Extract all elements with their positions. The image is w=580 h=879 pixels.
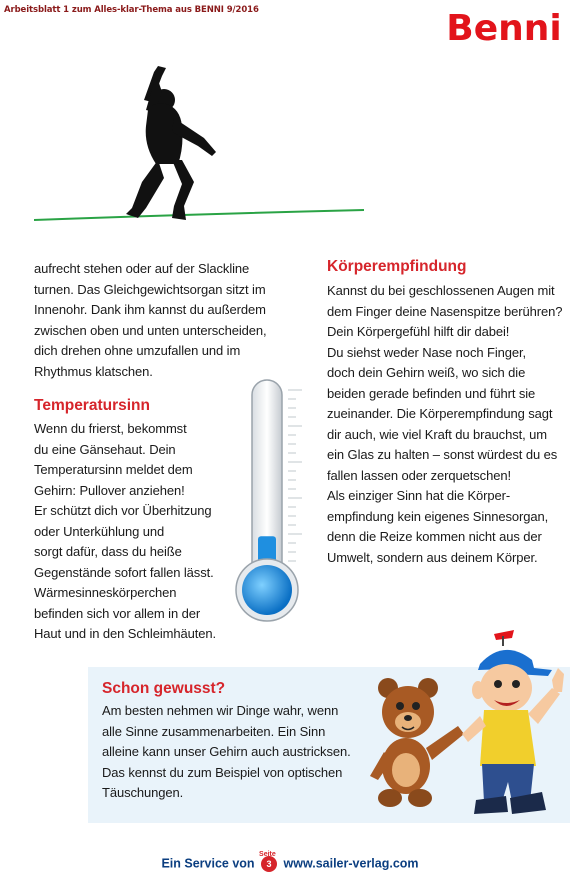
benni-logo: [434, 2, 574, 52]
schon-gewusst-heading: Schon gewusst?: [102, 680, 226, 697]
footer-prefix: Ein Service von: [161, 856, 255, 871]
temperatursinn-line: Er schützt dich vor Überhitzung: [34, 503, 212, 518]
koerperempfindung-line: dir auch, wie viel Kraft du brauchst, um: [327, 426, 547, 442]
boy-character-icon: [462, 630, 564, 814]
koerperempfindung-line: dem Finger deine Nasenspitze berühren?: [327, 303, 563, 319]
koerperempfindung-line: Dein Körpergefühl hilft dir dabei!: [327, 324, 510, 339]
koerperempfindung-paragraph: [327, 281, 567, 568]
schon-gewusst-line: Täuschungen.: [102, 785, 184, 800]
intro-line: dich drehen ohne umzufallen und im: [34, 343, 241, 358]
temperatursinn-heading: Temperatursinn: [34, 397, 150, 414]
intro-paragraph: [34, 259, 284, 382]
page-badge: [259, 851, 277, 872]
intro-line: turnen. Das Gleichgewichtsorgan sitzt im: [34, 281, 266, 297]
temperatursinn-line: oder Unterkühlung und: [34, 523, 165, 539]
temperatursinn-line: Gegenstände sofort fallen lässt.: [34, 564, 214, 580]
koerperempfindung-line: doch dein Gehirn weiß, wo sich die: [327, 365, 526, 380]
schon-gewusst-line: alleine kann unser Gehirn auch austricksen.: [102, 744, 351, 759]
page-badge-number: 3: [266, 859, 272, 869]
koerperempfindung-line: Als einziger Sinn hat die Körper-: [327, 488, 511, 503]
koerperempfindung-line: ein Glas zu halten – sonst würdest du es: [327, 447, 558, 462]
intro-line: Rhythmus klatschen.: [34, 363, 153, 379]
schon-gewusst-line: alle Sinne zusammenarbeiten. Ein Sinn: [102, 723, 326, 739]
bear-and-boy-illustration: [366, 626, 574, 822]
intro-line: zwischen oben und unten unterscheiden,: [34, 322, 267, 338]
footer-url-link[interactable]: www.sailer-verlag.com: [283, 856, 419, 871]
temperatursinn-paragraph: [34, 419, 239, 645]
schon-gewusst-line: Am besten nehmen wir Dinge wahr, wenn: [102, 703, 339, 718]
koerperempfindung-line: Du siehst weder Nase noch Finger,: [327, 344, 527, 360]
temperatursinn-line: Wenn du frierst, bekommst: [34, 421, 187, 436]
worksheet-header-note: Arbeitsblatt 1 zum Alles-klar-Thema aus BENNI 9/2016: [4, 5, 259, 15]
koerperempfindung-line: fallen lassen oder zerquetschen!: [327, 467, 511, 483]
page-badge-label: Seite: [259, 851, 276, 858]
koerperempfindung-line: Kannst du bei geschlossenen Augen mit: [327, 283, 555, 298]
footer: [0, 851, 580, 872]
temperatursinn-line: sorgt dafür, dass du heiße: [34, 544, 182, 559]
schon-gewusst-paragraph: [102, 701, 367, 804]
logo-text: Benni: [446, 8, 562, 49]
thermometer-illustration: [226, 378, 326, 626]
koerperempfindung-line: denn die Reize kommen nicht aus der: [327, 529, 542, 544]
intro-line: Innenohr. Dank ihm kannst du außerdem: [34, 302, 266, 317]
temperatursinn-line: du eine Gänsehaut. Dein: [34, 441, 176, 457]
koerperempfindung-line: Umwelt, sondern aus deinem Körper.: [327, 549, 538, 565]
temperatursinn-line: Gehirn: Pullover anziehen!: [34, 482, 185, 498]
koerperempfindung-heading: Körperempfindung: [327, 258, 467, 275]
temperatursinn-line: befinden sich vor allem in der: [34, 605, 201, 621]
teddy-bear-icon: [370, 678, 464, 807]
koerperempfindung-line: empfindung kein eigenes Sinnesorgan,: [327, 508, 549, 524]
temperatursinn-line: Wärmesinneskörperchen: [34, 585, 177, 600]
intro-line: aufrecht stehen oder auf der Slackline: [34, 261, 250, 276]
temperatursinn-line: Haut und in den Schleimhäuten.: [34, 626, 217, 641]
slackline-figure-illustration: [34, 56, 364, 236]
temperatursinn-line: Temperatursinn meldet dem: [34, 462, 193, 477]
schon-gewusst-line: Das kennst du zum Beispiel von optischen: [102, 764, 343, 780]
koerperempfindung-line: beiden gerade befinden und führt sie: [327, 385, 536, 401]
koerperempfindung-line: zueinander. Die Körperempfindung sagt: [327, 406, 553, 421]
